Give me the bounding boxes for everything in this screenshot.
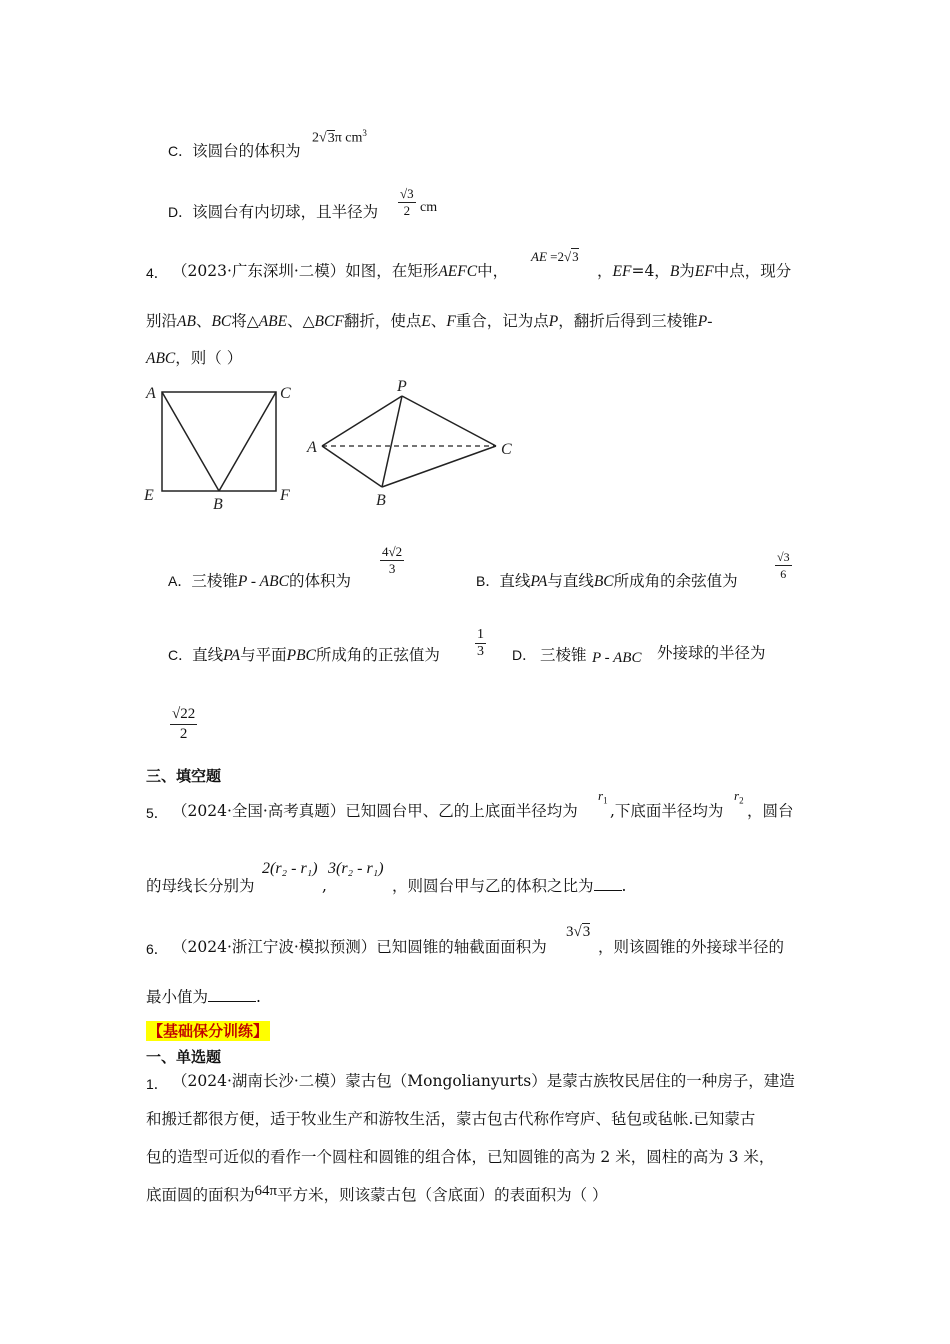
q5-l2b: ，则圆台甲与乙的体积之比为 [392, 877, 594, 895]
q4-mid: 中， [477, 262, 509, 280]
q6-rad: 3 [582, 924, 591, 940]
training-header [146, 1020, 270, 1041]
q6-l2: 最小值为 [146, 988, 209, 1006]
q4-c-text2: 与平面 [240, 647, 287, 664]
edge-bc [382, 446, 496, 487]
q4-a-frac [380, 544, 404, 577]
q4-a-text: 三棱锥 [191, 573, 238, 590]
edge-ab [322, 446, 382, 487]
q4-e: E [421, 313, 431, 330]
q4-abc: ABC [146, 350, 176, 367]
q4-l2c: 将△ [231, 312, 259, 330]
t1-l4b: 平方米，则该蒙古包（含底面）的表面积为（ ） [277, 1186, 608, 1204]
q6-math: 3√3 [566, 924, 591, 940]
q4-ae-lhs: AE [531, 249, 547, 264]
q6-end: . [256, 988, 261, 1006]
q4-pend: P- [697, 313, 713, 330]
q4-b-num: √3 [777, 550, 790, 564]
label-c-left: C [280, 385, 291, 402]
q3-d-unit: cm [420, 200, 438, 215]
q5-comma: , [322, 877, 327, 895]
q6-coef: 3 [566, 924, 574, 940]
t1-line1: （2024·湖南长沙·二模）蒙古包（Mongolianyurts）是蒙古族牧民居住的一种房子，建造 [172, 1072, 795, 1090]
label-b-left: B [213, 496, 223, 513]
q3-c-exp: 3 [362, 128, 367, 138]
label-b-right: B [376, 492, 386, 509]
q4-d-text: 三棱锥 [540, 647, 587, 664]
q4-c-den: 3 [477, 644, 484, 659]
q4-option-a [168, 571, 351, 592]
q4-c-label: C． [168, 647, 193, 663]
q4-l2b: 、 [195, 312, 212, 330]
q4-d-den: 2 [179, 726, 188, 742]
q4-d-label: D． [512, 647, 537, 663]
segment-ab [162, 392, 219, 491]
q4-a-text2: 的体积为 [288, 573, 351, 590]
q6-line2 [146, 987, 261, 1007]
edge-pc [402, 396, 496, 446]
q4-ae-eq: AE =2√3 [531, 249, 579, 264]
q4-a-den: 3 [388, 561, 396, 576]
q4-t1a: ， [597, 262, 613, 280]
q4-p: P [548, 313, 559, 330]
q5-line1-b: ,下底面半径均为 [610, 802, 724, 820]
q4-t1d: 中点，现分 [713, 262, 792, 280]
q4-a-math: P - ABC [237, 573, 289, 590]
label-e-left: E [144, 487, 154, 504]
q4-c-text: 直线 [192, 647, 224, 664]
q4-c-pa: PA [223, 647, 241, 664]
q4-c-num: 1 [477, 627, 484, 642]
q4-abe: ABE [258, 313, 288, 330]
q4-figures [140, 376, 520, 516]
q4-line1-tail [597, 261, 791, 282]
q5-r2 [734, 788, 744, 806]
q5-r2-sub: 2 [739, 795, 744, 806]
q5-r1-r: r [598, 788, 604, 803]
t1-math: 64π [254, 1183, 278, 1199]
q3-c-coef: 2 [312, 130, 319, 146]
q6-number: 6． [146, 941, 168, 957]
q5-answer-blank[interactable] [594, 876, 622, 891]
q4-a-num: 4√2 [382, 544, 403, 559]
q4-b-text: 直线 [499, 573, 531, 590]
q4-option-b [476, 571, 738, 592]
q4-l2a: 别沿 [146, 312, 178, 330]
label-a-right: A [307, 439, 317, 456]
q5-line2-b [392, 876, 626, 896]
section-single-choice-title: 一、单选题 [146, 1048, 222, 1066]
section-fill-in-title: 三、填空题 [146, 767, 222, 785]
q3-option-c-math: 2√3π $cm^3$ [312, 128, 367, 146]
q5-end: . [621, 877, 627, 895]
q4-d-num: √22 [170, 705, 197, 725]
t1-l4a: 底面圆的面积为 [146, 1186, 255, 1204]
q4-source: （2023·广东深圳·二模）如图，在矩形 [172, 262, 439, 280]
q5-expr1: 2(r₂ - r₁) [262, 860, 318, 877]
training-title: 【基础保分训练】 [148, 1022, 269, 1040]
segment-bc [219, 392, 276, 491]
q3-d-num: √3 [400, 186, 414, 201]
q5-line1-c: ，圆台 [747, 802, 794, 820]
q4-c-pbc: PBC [286, 647, 316, 664]
q4-b-frac [775, 549, 792, 582]
q4-b-pa: PA [530, 573, 548, 590]
q4-l2f: 、 [430, 312, 447, 330]
q4-t1b: =4， [631, 262, 670, 280]
q4-l2e: 翻折，使点 [343, 312, 422, 330]
q3-option-d-text: 该圆台有内切球，且半径为 [192, 204, 379, 221]
q3-option-d-label: D． [168, 204, 193, 220]
q3-option-d-frac [398, 186, 416, 219]
rectangle-aefc [162, 392, 276, 491]
q4-b-den: 6 [780, 567, 787, 581]
q4-ef: EF [612, 263, 632, 280]
q4-t1c: 为 [679, 262, 695, 280]
q4-l3b: ，则（ ） [175, 349, 243, 367]
q4-b-text2: 与直线 [547, 573, 594, 590]
q4-c-text3: 所成角的正弦值为 [315, 647, 440, 664]
q4-bc: BC [211, 313, 232, 330]
q5-r1-sub: 1 [603, 795, 608, 806]
q4-l2h: ，翻折后得到三棱锥 [558, 312, 698, 330]
q5-line2-a: 的母线长分别为 [146, 877, 255, 895]
t1-number: 1． [146, 1076, 168, 1092]
q3-option-c-label: C． [168, 143, 193, 159]
q4-ae-coef: =2 [550, 249, 564, 264]
q3-option-d [168, 202, 378, 223]
q4-d-math: P - ABC [592, 650, 642, 666]
q6-line1: （2024·浙江宁波·模拟预测）已知圆锥的轴截面面积为 [172, 938, 547, 956]
q4-line1 [172, 261, 508, 282]
q4-b-label: B． [476, 573, 500, 589]
q3-option-c-text: 该圆台的体积为 [192, 143, 301, 160]
q4-b: B [669, 263, 680, 280]
q3-option-c [168, 141, 301, 162]
q4-d-frac [170, 705, 197, 744]
q3-c-tail: π cm [334, 130, 363, 146]
edge-pa [322, 396, 402, 446]
t1-line3: 包的造型可近似的看作一个圆柱和圆锥的组合体，已知圆锥的高为 2 米，圆柱的高为 3 米， [146, 1148, 775, 1166]
q5-number: 5． [146, 805, 168, 821]
q4-c-frac [475, 627, 486, 660]
q4-line3 [146, 348, 242, 369]
q4-option-c [168, 645, 440, 666]
q5-r2-r: r [734, 788, 740, 803]
q5-expr2: 3(r₂ - r₁) [328, 860, 384, 877]
label-f-left: F [280, 487, 290, 504]
q4-option-d [512, 645, 587, 666]
q4-l2d: 、△ [287, 312, 315, 330]
q6-answer-blank[interactable] [208, 987, 256, 1002]
edge-pb [382, 396, 402, 487]
q3-c-rad: 3 [327, 130, 335, 146]
q4-f: F [446, 313, 456, 330]
t1-line4 [146, 1185, 608, 1206]
q4-b-bc: BC [593, 573, 614, 590]
q4-a-label: A． [168, 573, 192, 589]
q4-ef2: EF [694, 263, 714, 280]
q4-ab: AB [177, 313, 196, 330]
q6-line1-b: ，则该圆锥的外接球半径的 [598, 938, 785, 956]
label-a-left: A [146, 385, 156, 402]
q4-b-text3: 所成角的余弦值为 [613, 573, 738, 590]
q3-d-den: 2 [403, 203, 411, 218]
label-p-right: P [397, 378, 407, 395]
label-c-right: C [501, 441, 512, 458]
q4-ae-rad: 3 [572, 249, 579, 264]
q4-rect: AEFC [438, 263, 478, 280]
t1-line2: 和搬迁都很方便，适于牧业生产和游牧生活，蒙古包古代称作穹庐、毡包或毡帐.已知蒙古 [146, 1110, 756, 1128]
q4-number: 4． [146, 265, 168, 281]
q5-r1 [598, 788, 608, 806]
q4-d-text2: 外接球的半径为 [657, 644, 766, 662]
q4-line2 [146, 311, 712, 332]
q4-bcf: BCF [314, 313, 344, 330]
q4-l2g: 重合，记为点 [455, 312, 549, 330]
q5-line1: （2024·全国·高考真题）已知圆台甲、乙的上底面半径均为 [172, 802, 578, 820]
